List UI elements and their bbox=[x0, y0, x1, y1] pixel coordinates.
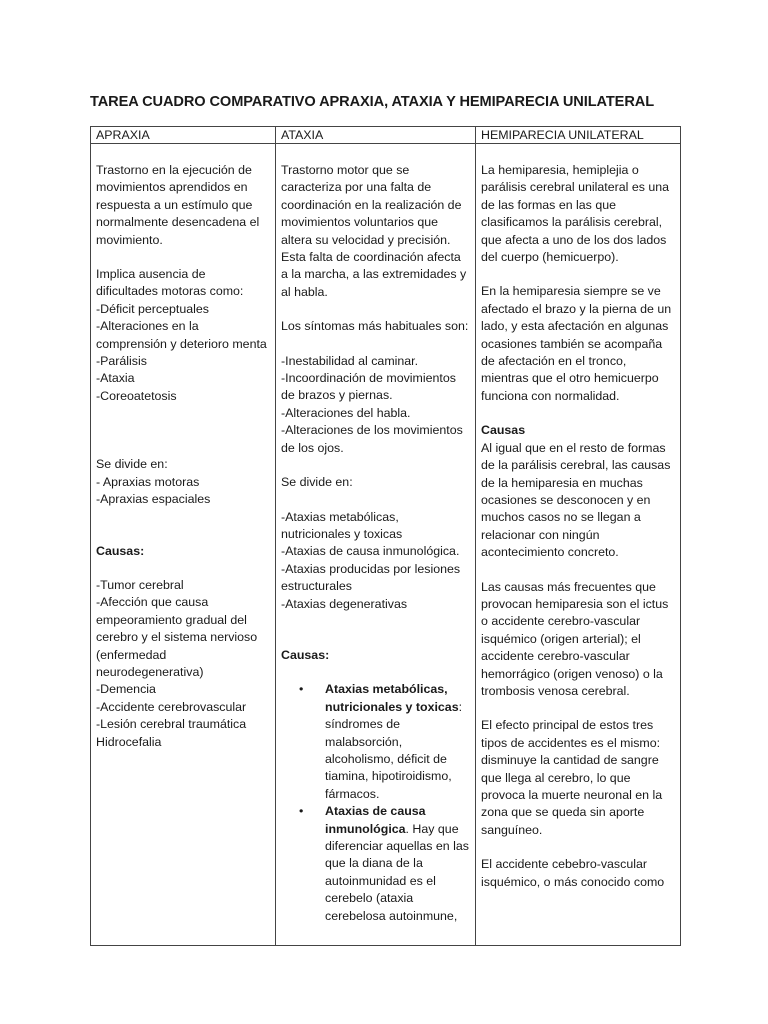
hemiparecia-cell bbox=[476, 144, 681, 946]
hemiparecia-paragraph-3: Al igual que en el resto de formas de la parálisis cerebral, las causas de la hemiparesia en muchas ocasiones se desconocen y en muchos casos no se llegan a relacionar con ningún acontecimiento concreto. bbox=[481, 440, 671, 560]
header-ataxia: ATAXIA bbox=[276, 127, 476, 144]
apraxia-cause-item: -Accidente cerebrovascular bbox=[96, 699, 247, 714]
apraxia-cause-item: Hidrocefalia bbox=[96, 734, 162, 749]
ataxia-cause-bullet: • Ataxias metabólicas, nutricionales y toxicas: síndromes de malabsorción, alcoholismo, déficit de tiamina, hipotiroidismo, fármacos. bbox=[325, 681, 470, 803]
ataxia-symptom-item: -Inestabilidad al caminar. bbox=[281, 353, 419, 368]
ataxia-causes-heading: Causas: bbox=[281, 647, 330, 662]
apraxia-implies-intro: Implica ausencia de dificultades motoras como: bbox=[96, 267, 244, 299]
header-hemiparecia: HEMIPARECIA UNILATERAL bbox=[476, 127, 681, 144]
ataxia-definition: Trastorno motor que se caracteriza por una falta de coordinación en la realización de movimientos voluntarios que altera su velocidad y precisión. Esta falta de coordinación afecta a la marcha, a las extremidades y al habla. bbox=[281, 163, 467, 299]
apraxia-divides-item: -Apraxias espaciales bbox=[96, 492, 211, 507]
apraxia-definition: Trastorno en la ejecución de movimientos aprendidos en respuesta a un estímulo que normalmente desencadena el movimiento. bbox=[96, 163, 260, 247]
ataxia-divides-item: -Ataxias degenerativas bbox=[281, 596, 408, 611]
apraxia-cause-item: -Afección que causa empeoramiento gradual del cerebro y el sistema nervioso (enfermedad neurodegenerativa) bbox=[96, 595, 258, 679]
ataxia-divides-item: -Ataxias de causa inmunológica. bbox=[281, 544, 460, 559]
table-body-row bbox=[91, 144, 681, 946]
table-header-row bbox=[91, 127, 681, 144]
hemiparecia-paragraph-6: El accidente cebebro-vascular isquémico, o más conocido como bbox=[481, 857, 665, 889]
apraxia-causes-heading: Causas: bbox=[96, 543, 145, 558]
document-title: TAREA CUADRO COMPARATIVO APRAXIA, ATAXIA Y HEMIPARECIA UNILATERAL bbox=[90, 94, 655, 110]
ataxia-cause-bullet: • Ataxias de causa inmunológica. Hay que diferenciar aquellas en las que la diana de la autoinmunidad es el cerebelo (ataxia cerebelosa autoinmune, bbox=[325, 803, 470, 925]
apraxia-cell bbox=[91, 144, 276, 946]
apraxia-cause-item: -Demencia bbox=[96, 682, 156, 697]
ataxia-symptom-item: -Incoordinación de movimientos de brazos y piernas. bbox=[281, 371, 456, 403]
apraxia-implies-item: -Alteraciones en la comprensión y deterioro menta bbox=[96, 319, 267, 351]
comparison-table bbox=[90, 126, 681, 946]
ataxia-symptoms-intro: Los síntomas más habituales son: bbox=[281, 319, 469, 334]
hemiparecia-causes-heading: Causas bbox=[481, 423, 526, 438]
apraxia-cause-item: -Lesión cerebral traumática bbox=[96, 717, 247, 732]
apraxia-divides-intro: Se divide en: bbox=[96, 457, 168, 472]
header-apraxia: APRAXIA bbox=[91, 127, 276, 144]
hemiparecia-paragraph-5: El efecto principal de estos tres tipos de accidentes es el mismo: disminuye la cantidad de sangre que llega al cerebro, lo que provoca la muerte neuronal en la zona que se queda sin aporte sanguíneo. bbox=[481, 718, 663, 837]
ataxia-divides-item: -Ataxias producidas por lesiones estructurales bbox=[281, 561, 461, 594]
ataxia-cell bbox=[276, 144, 476, 946]
apraxia-cause-item: -Tumor cerebral bbox=[96, 577, 184, 592]
hemiparecia-paragraph-1: La hemiparesia, hemiplejia o parálisis cerebral unilateral es una de las formas en las que clasificamos la parálisis cerebral, que afecta a uno de los dos lados del cuerpo (hemicuerpo). bbox=[481, 163, 670, 265]
ataxia-divides-item: -Ataxias metabólicas, nutricionales y toxicas bbox=[281, 509, 403, 541]
ataxia-causes-list bbox=[281, 681, 470, 925]
ataxia-divides-intro: Se divide en: bbox=[281, 475, 353, 490]
ataxia-symptom-item: -Alteraciones del habla. bbox=[281, 405, 411, 420]
apraxia-implies-item: -Coreoatetosis bbox=[96, 388, 177, 403]
apraxia-divides-item: - Apraxias motoras bbox=[96, 474, 200, 489]
apraxia-implies-item: -Déficit perceptuales bbox=[96, 301, 209, 316]
ataxia-symptom-item: -Alteraciones de los movimientos de los ojos. bbox=[281, 423, 463, 455]
apraxia-implies-item: -Ataxia bbox=[96, 371, 135, 386]
hemiparecia-paragraph-4: Las causas más frecuentes que provocan hemiparesia son el ictus o accidente cerebro-vascular isquémico (origen arterial); el accidente cerebro-vascular hemorrágico (origen venoso) o la trombosis venosa cerebral. bbox=[481, 579, 669, 698]
apraxia-implies-item: -Parálisis bbox=[96, 354, 147, 369]
hemiparecia-paragraph-2: En la hemiparesia siempre se ve afectado el brazo y la pierna de un lado, y esta afectación en algunas ocasiones también se acompaña de afectación en el tronco, mientras que el otro hemicuerpo funciona con normalidad. bbox=[481, 284, 672, 403]
